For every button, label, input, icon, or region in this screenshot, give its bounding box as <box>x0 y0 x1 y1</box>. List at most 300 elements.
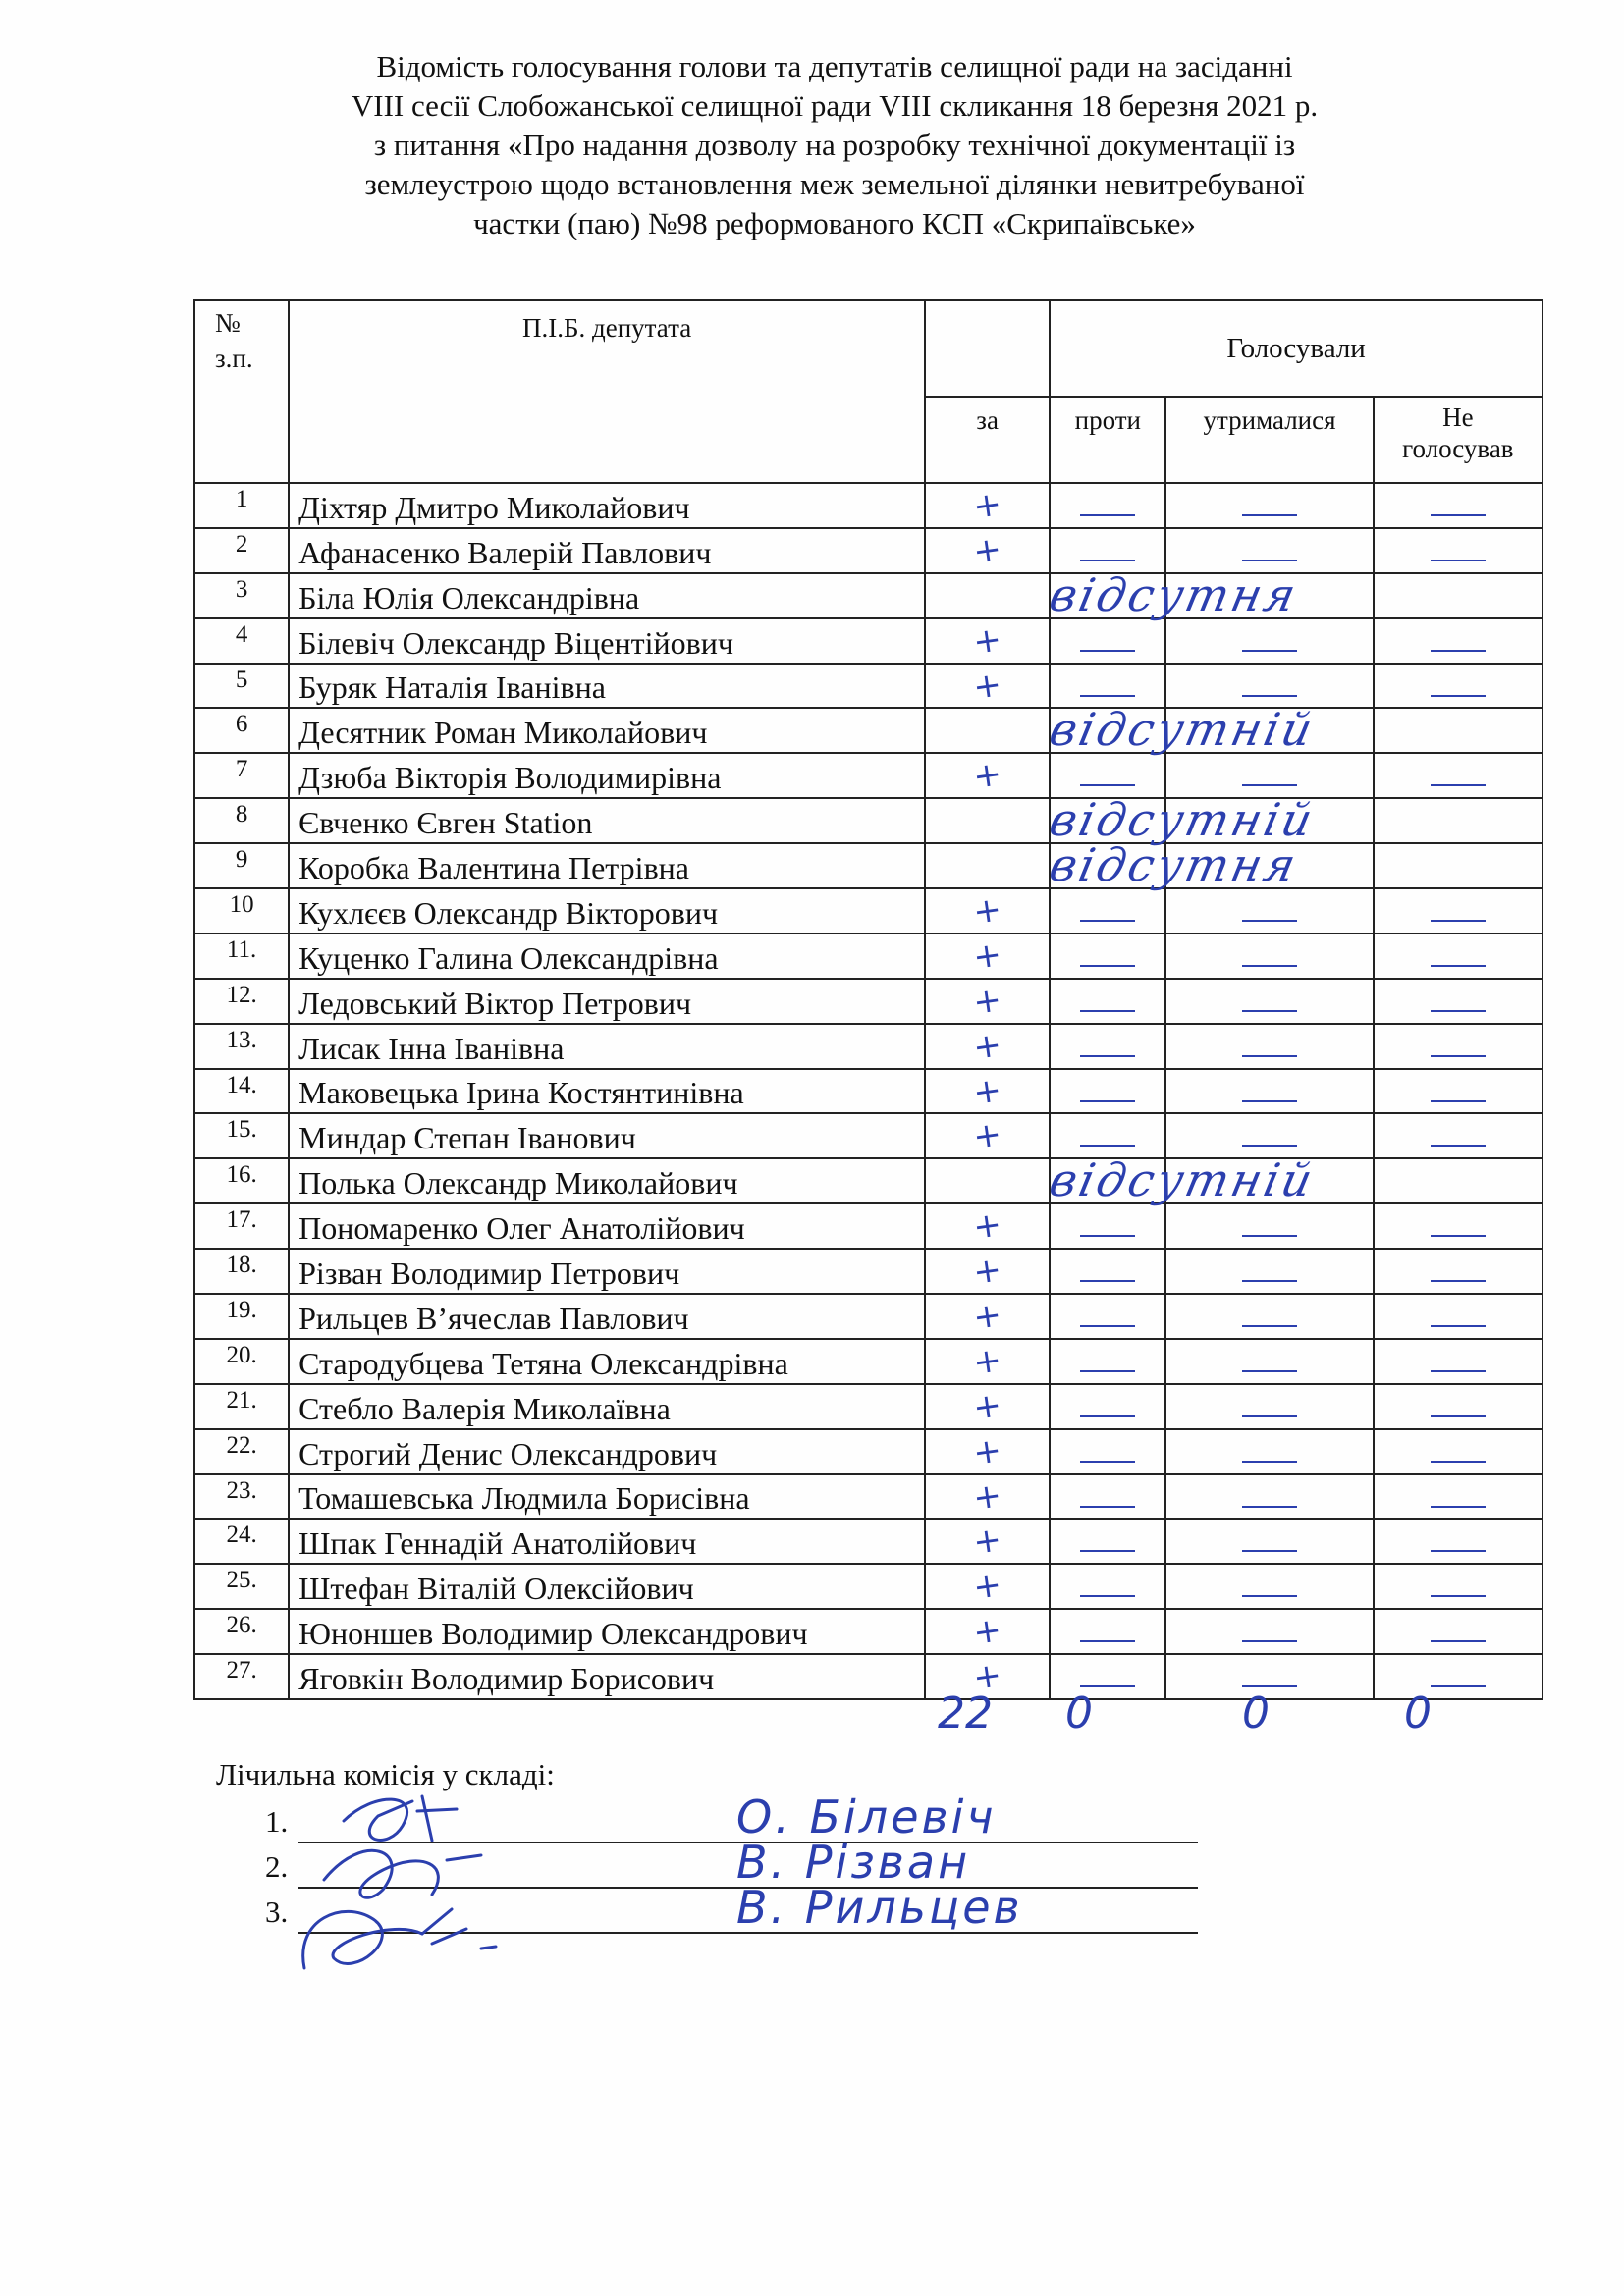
vote-for-cell <box>925 1158 1050 1203</box>
vote-not-voted-cell <box>1374 528 1543 573</box>
row-number: 4 <box>194 618 289 664</box>
plus-mark: + <box>970 529 1004 572</box>
plus-mark: + <box>970 979 1004 1023</box>
vote-abstained-cell <box>1165 1474 1373 1520</box>
deputy-name: Коробка Валентина Петрівна <box>289 843 925 888</box>
deputy-name: Дзюба Вікторія Володимирівна <box>289 753 925 798</box>
vote-not-voted-cell <box>1374 1339 1543 1384</box>
deputy-name: Десятник Роман Миколайович <box>289 708 925 753</box>
dash-mark <box>1242 1370 1297 1372</box>
vote-against-cell <box>1050 1024 1165 1069</box>
vote-not-voted-cell <box>1374 1429 1543 1474</box>
vote-not-voted-cell <box>1374 1203 1543 1249</box>
table-row <box>194 1429 1543 1474</box>
vote-against-cell <box>1050 1429 1165 1474</box>
title-line-2: VIII сесії Слобожанської селищної ради VIII скликання 18 березня 2021 р. <box>351 88 1319 123</box>
vote-against-cell <box>1050 1294 1165 1339</box>
vote-abstained-cell <box>1165 979 1373 1024</box>
deputy-name: Штефан Віталій Олексійович <box>289 1564 925 1609</box>
dash-mark <box>1242 784 1297 786</box>
vote-for-cell <box>925 483 1050 528</box>
absent-note-text: відсутня <box>1045 838 1304 892</box>
dash-mark <box>1431 1506 1486 1508</box>
total-not-voted: 0 <box>1404 1688 1432 1738</box>
vote-not-voted-cell <box>1374 1384 1543 1429</box>
vote-against-cell <box>1045 703 1321 757</box>
commission-member-number: 3. <box>265 1895 289 1929</box>
vote-not-voted-cell <box>1374 1069 1543 1114</box>
vote-totals <box>0 1688 1624 1747</box>
total-abstained: 0 <box>1242 1688 1270 1738</box>
vote-not-voted-cell <box>1374 888 1543 934</box>
table-row <box>194 528 1543 573</box>
table-body <box>194 483 1543 1699</box>
dash-mark <box>1242 1685 1297 1687</box>
row-number: 2 <box>194 528 289 573</box>
vote-against-cell <box>1050 1564 1165 1609</box>
dash-mark <box>1431 1055 1486 1057</box>
table-row <box>194 1113 1543 1158</box>
absent-note-text: відсутній <box>1045 703 1321 757</box>
vote-against-cell <box>1050 1069 1165 1114</box>
dash-mark <box>1242 1055 1297 1057</box>
vote-not-voted-cell <box>1374 664 1543 709</box>
dash-mark <box>1431 1235 1486 1237</box>
table-row <box>194 1024 1543 1069</box>
row-number: 16. <box>194 1158 289 1203</box>
header-against: проти <box>1050 397 1165 483</box>
table-row <box>194 979 1543 1024</box>
row-number: 25. <box>194 1564 289 1609</box>
dash-mark <box>1080 1506 1135 1508</box>
dash-mark <box>1242 695 1297 697</box>
deputy-name: Ледовський Віктор Петрович <box>289 979 925 1024</box>
vote-abstained-cell <box>1165 618 1373 664</box>
dash-mark <box>1080 1461 1135 1463</box>
table-row <box>194 798 1543 843</box>
vote-against-cell <box>1050 1249 1165 1294</box>
deputy-name: Юноншев Володимир Олександрович <box>289 1609 925 1654</box>
row-number: 22. <box>194 1429 289 1474</box>
vote-not-voted-cell <box>1374 573 1543 618</box>
vote-not-voted-cell <box>1374 1519 1543 1564</box>
vote-for-cell <box>925 798 1050 843</box>
plus-mark: + <box>970 1204 1004 1248</box>
dash-mark <box>1080 1145 1135 1147</box>
deputy-name: Пономаренко Олег Анатолійович <box>289 1203 925 1249</box>
vote-abstained-cell <box>1165 934 1373 979</box>
vote-for-cell <box>925 1519 1050 1564</box>
row-number: 15. <box>194 1113 289 1158</box>
vote-abstained-cell <box>1165 753 1373 798</box>
dash-mark <box>1242 650 1297 652</box>
vote-abstained-cell <box>1165 528 1373 573</box>
vote-for-cell <box>925 1429 1050 1474</box>
dash-mark <box>1080 1235 1135 1237</box>
vote-not-voted-cell <box>1374 1564 1543 1609</box>
table-row <box>194 1249 1543 1294</box>
title-line-1: Відомість голосування голови та депутатів селищної ради на засіданні <box>376 49 1293 83</box>
row-number: 24. <box>194 1519 289 1564</box>
vote-not-voted-cell <box>1374 1609 1543 1654</box>
table-row <box>194 1564 1543 1609</box>
dash-mark <box>1242 965 1297 967</box>
vote-not-voted-cell <box>1374 483 1543 528</box>
row-number: 5 <box>194 664 289 709</box>
deputy-name: Різван Володимир Петрович <box>289 1249 925 1294</box>
plus-mark: + <box>970 934 1004 978</box>
vote-abstained-cell <box>1165 1024 1373 1069</box>
dash-mark <box>1080 965 1135 967</box>
total-against: 0 <box>1065 1688 1093 1738</box>
row-number: 27. <box>194 1654 289 1699</box>
absent-note-text: відсутній <box>1045 1153 1321 1207</box>
dash-mark <box>1080 1055 1135 1057</box>
dash-mark <box>1431 920 1486 922</box>
row-number: 21. <box>194 1384 289 1429</box>
vote-abstained-cell <box>1165 1158 1373 1203</box>
vote-not-voted-cell <box>1374 979 1543 1024</box>
deputy-name: Строгий Денис Олександрович <box>289 1429 925 1474</box>
dash-mark <box>1080 560 1135 561</box>
vote-not-voted-cell <box>1374 934 1543 979</box>
dash-mark <box>1242 1595 1297 1597</box>
title-line-4: землеустрою щодо встановлення меж земельної ділянки невитребуваної <box>364 167 1305 201</box>
dash-mark <box>1431 1370 1486 1372</box>
vote-abstained-cell <box>1165 1113 1373 1158</box>
title-line-5: частки (паю) №98 реформованого КСП «Скрипаївське» <box>473 206 1196 240</box>
vote-not-voted-cell <box>1374 1294 1543 1339</box>
dash-mark <box>1242 1506 1297 1508</box>
deputy-name: Шпак Геннадій Анатолійович <box>289 1519 925 1564</box>
vote-abstained-cell <box>1165 843 1373 888</box>
row-number: 8 <box>194 798 289 843</box>
dash-mark <box>1080 1685 1135 1687</box>
vote-for-cell <box>925 1609 1050 1654</box>
vote-abstained-cell <box>1165 1203 1373 1249</box>
vote-for-cell <box>925 708 1050 753</box>
dash-mark <box>1431 965 1486 967</box>
header-number <box>194 300 289 483</box>
table-row <box>194 1203 1543 1249</box>
table-row <box>194 708 1543 753</box>
header-number-abbr: з.п. <box>215 344 253 373</box>
header-not-voted <box>1374 397 1543 483</box>
dash-mark <box>1242 920 1297 922</box>
plus-mark: + <box>970 754 1004 798</box>
dash-mark <box>1431 695 1486 697</box>
vote-for-cell <box>925 528 1050 573</box>
dash-mark <box>1242 1415 1297 1417</box>
deputy-name: Афанасенко Валерій Павлович <box>289 528 925 573</box>
vote-abstained-cell <box>1165 1339 1373 1384</box>
vote-abstained-cell <box>1165 1069 1373 1114</box>
plus-mark: + <box>970 1384 1004 1428</box>
dash-mark <box>1431 1685 1486 1687</box>
dash-mark <box>1431 650 1486 652</box>
dash-mark <box>1080 1010 1135 1012</box>
deputy-name: Стебло Валерія Миколаївна <box>289 1384 925 1429</box>
vote-against-cell <box>1050 1519 1165 1564</box>
commission-member-number: 1. <box>265 1804 289 1839</box>
vote-for-cell <box>925 618 1050 664</box>
deputy-name: Яговкін Володимир Борисович <box>289 1654 925 1699</box>
dash-mark <box>1431 1595 1486 1597</box>
dash-mark <box>1242 1235 1297 1237</box>
table-row <box>194 1519 1543 1564</box>
dash-mark <box>1242 1640 1297 1642</box>
vote-against-cell <box>1050 979 1165 1024</box>
plus-mark: + <box>970 1069 1004 1113</box>
dash-mark <box>1431 784 1486 786</box>
plus-mark: + <box>970 484 1004 527</box>
vote-against-cell <box>1050 528 1165 573</box>
vote-against-cell <box>1050 483 1165 528</box>
deputy-name: Маковецька Ірина Костянтинівна <box>289 1069 925 1114</box>
row-number: 20. <box>194 1339 289 1384</box>
vote-against-cell <box>1045 1153 1321 1207</box>
dash-mark <box>1242 1010 1297 1012</box>
document-title <box>177 47 1492 243</box>
vote-for-cell <box>925 1113 1050 1158</box>
vote-abstained-cell <box>1165 1564 1373 1609</box>
deputy-name: Полька Олександр Миколайович <box>289 1158 925 1203</box>
vote-for-cell <box>925 888 1050 934</box>
vote-against-cell <box>1050 753 1165 798</box>
vote-against-cell <box>1050 1203 1165 1249</box>
plus-mark: + <box>970 1340 1004 1383</box>
signature-2 <box>324 1850 481 1897</box>
vote-for-cell <box>925 753 1050 798</box>
dash-mark <box>1431 1461 1486 1463</box>
dash-mark <box>1080 514 1135 516</box>
vote-for-cell <box>925 934 1050 979</box>
dash-mark <box>1242 1325 1297 1327</box>
row-number: 11. <box>194 934 289 979</box>
plus-mark: + <box>970 1295 1004 1338</box>
header-not-voted-line2: голосував <box>1402 434 1514 463</box>
deputy-name: Біла Юлія Олександрівна <box>289 573 925 618</box>
vote-for-cell <box>925 979 1050 1024</box>
dash-mark <box>1080 920 1135 922</box>
total-for: 22 <box>938 1688 993 1738</box>
vote-for-cell <box>925 664 1050 709</box>
plus-mark: + <box>970 664 1004 708</box>
dash-mark <box>1431 1415 1486 1417</box>
vote-not-voted-cell <box>1374 618 1543 664</box>
vote-not-voted-cell <box>1374 1024 1543 1069</box>
vote-for-cell <box>925 1069 1050 1114</box>
vote-for-cell <box>925 843 1050 888</box>
vote-for-cell <box>925 573 1050 618</box>
plus-mark: + <box>970 1610 1004 1653</box>
vote-abstained-cell <box>1165 798 1373 843</box>
dash-mark <box>1080 784 1135 786</box>
handwritten-signatures <box>285 1772 599 2007</box>
plus-mark: + <box>970 1474 1004 1519</box>
commission-member-name: В. Рильцев <box>736 1881 1023 1934</box>
dash-mark <box>1431 1550 1486 1552</box>
vote-for-cell <box>925 1294 1050 1339</box>
table-row <box>194 1069 1543 1114</box>
table-row <box>194 618 1543 664</box>
vote-for-cell <box>925 1249 1050 1294</box>
dash-mark <box>1242 560 1297 561</box>
plus-mark: + <box>970 1520 1004 1564</box>
absent-note-text: відсутній <box>1045 793 1321 847</box>
row-number: 9 <box>194 843 289 888</box>
row-number: 7 <box>194 753 289 798</box>
dash-mark <box>1431 1145 1486 1147</box>
title-line-3: з питання «Про надання дозволу на розробку технічної документації із <box>373 128 1296 162</box>
dash-mark <box>1431 1640 1486 1642</box>
table-row <box>194 1474 1543 1520</box>
row-number: 12. <box>194 979 289 1024</box>
deputy-name: Томашевська Людмила Борисівна <box>289 1474 925 1520</box>
vote-against-cell <box>1050 888 1165 934</box>
vote-abstained-cell <box>1165 1249 1373 1294</box>
dash-mark <box>1080 1640 1135 1642</box>
header-number-symbol: № <box>215 308 241 338</box>
vote-abstained-cell <box>1165 483 1373 528</box>
row-number: 19. <box>194 1294 289 1339</box>
dash-mark <box>1080 1280 1135 1282</box>
vote-abstained-cell <box>1165 1519 1373 1564</box>
vote-abstained-cell <box>1165 708 1373 753</box>
dash-mark <box>1431 560 1486 561</box>
dash-mark <box>1242 1100 1297 1102</box>
table-row <box>194 888 1543 934</box>
deputy-name: Стародубцева Тетяна Олександрівна <box>289 1339 925 1384</box>
vote-not-voted-cell <box>1374 798 1543 843</box>
row-number: 1 <box>194 483 289 528</box>
table-row <box>194 1158 1543 1203</box>
dash-mark <box>1431 1325 1486 1327</box>
deputy-name: Лисак Інна Іванівна <box>289 1024 925 1069</box>
dash-mark <box>1080 1100 1135 1102</box>
vote-not-voted-cell <box>1374 708 1543 753</box>
row-number: 23. <box>194 1474 289 1520</box>
vote-not-voted-cell <box>1374 1158 1543 1203</box>
table-row <box>194 934 1543 979</box>
header-for: за <box>925 397 1050 483</box>
deputy-name: Кухлєєв Олександр Вікторович <box>289 888 925 934</box>
vote-for-cell <box>925 1384 1050 1429</box>
row-number: 18. <box>194 1249 289 1294</box>
table-row <box>194 1294 1543 1339</box>
dash-mark <box>1431 1010 1486 1012</box>
commission-label: Лічильна комісія у складі: <box>216 1757 555 1791</box>
commission-member-name: О. Білевіч <box>736 1790 997 1843</box>
voting-table <box>193 299 1543 1700</box>
vote-abstained-cell <box>1165 1384 1373 1429</box>
vote-for-cell <box>925 1474 1050 1520</box>
vote-against-cell <box>1050 618 1165 664</box>
vote-for-cell <box>925 1024 1050 1069</box>
dash-mark <box>1431 514 1486 516</box>
vote-abstained-cell <box>1165 1609 1373 1654</box>
vote-for-cell <box>925 1564 1050 1609</box>
vote-against-cell <box>1050 1474 1165 1520</box>
vote-against-cell <box>1045 567 1304 621</box>
vote-for-cell <box>925 1203 1050 1249</box>
signature-3 <box>303 1909 496 1968</box>
row-number: 13. <box>194 1024 289 1069</box>
vote-against-cell <box>1045 793 1321 847</box>
deputy-name: Білевіч Олександр Віцентійович <box>289 618 925 664</box>
vote-against-cell <box>1050 934 1165 979</box>
vote-not-voted-cell <box>1374 1249 1543 1294</box>
vote-abstained-cell <box>1165 1294 1373 1339</box>
row-number: 10 <box>194 888 289 934</box>
table-row <box>194 1609 1543 1654</box>
commission-member-name: В. Різван <box>736 1836 971 1889</box>
table-row <box>194 1384 1543 1429</box>
vote-not-voted-cell <box>1374 753 1543 798</box>
vote-not-voted-cell <box>1374 1113 1543 1158</box>
dash-mark <box>1242 1145 1297 1147</box>
table-row <box>194 1339 1543 1384</box>
dash-mark <box>1431 1100 1486 1102</box>
plus-mark: + <box>970 618 1004 663</box>
dash-mark <box>1431 1280 1486 1282</box>
plus-mark: + <box>970 1024 1004 1068</box>
table-row <box>194 753 1543 798</box>
vote-against-cell <box>1050 1113 1165 1158</box>
dash-mark <box>1080 1370 1135 1372</box>
vote-abstained-cell <box>1165 664 1373 709</box>
deputy-name: Буряк Наталія Іванівна <box>289 664 925 709</box>
deputy-name: Миндар Степан Іванович <box>289 1113 925 1158</box>
deputy-name: Євченко Євген Station <box>289 798 925 843</box>
dash-mark <box>1242 1280 1297 1282</box>
dash-mark <box>1242 514 1297 516</box>
deputy-name: Куценко Галина Олександрівна <box>289 934 925 979</box>
plus-mark: + <box>970 1429 1004 1473</box>
vote-against-cell <box>1050 1339 1165 1384</box>
vote-not-voted-cell <box>1374 1474 1543 1520</box>
vote-against-cell <box>1050 664 1165 709</box>
dash-mark <box>1080 1595 1135 1597</box>
plus-mark: + <box>970 1250 1004 1293</box>
vote-against-cell <box>1045 838 1304 892</box>
dash-mark <box>1080 695 1135 697</box>
plus-mark: + <box>970 1114 1004 1158</box>
absent-note-text: відсутня <box>1045 567 1304 621</box>
commission-member-number: 2. <box>265 1849 289 1884</box>
table-row <box>194 573 1543 618</box>
header-abstained: утрималися <box>1165 397 1373 483</box>
plus-mark: + <box>970 889 1004 933</box>
row-number: 17. <box>194 1203 289 1249</box>
header-name: П.І.Б. депутата <box>289 300 925 483</box>
deputy-name: Рильцев В’ячеслав Павлович <box>289 1294 925 1339</box>
vote-for-cell <box>925 1339 1050 1384</box>
vote-against-cell <box>1050 1384 1165 1429</box>
header-voted: Голосували <box>1050 300 1543 397</box>
deputy-name: Діхтяр Дмитро Миколайович <box>289 483 925 528</box>
dash-mark <box>1080 650 1135 652</box>
vote-abstained-cell <box>1165 888 1373 934</box>
row-number: 3 <box>194 573 289 618</box>
header-not-voted-line1: Не <box>1442 402 1474 432</box>
dash-mark <box>1242 1550 1297 1552</box>
plus-mark: + <box>970 1565 1004 1609</box>
table-row <box>194 843 1543 888</box>
signature-1 <box>344 1796 457 1841</box>
plus-mark: + <box>970 1655 1004 1698</box>
dash-mark <box>1242 1461 1297 1463</box>
